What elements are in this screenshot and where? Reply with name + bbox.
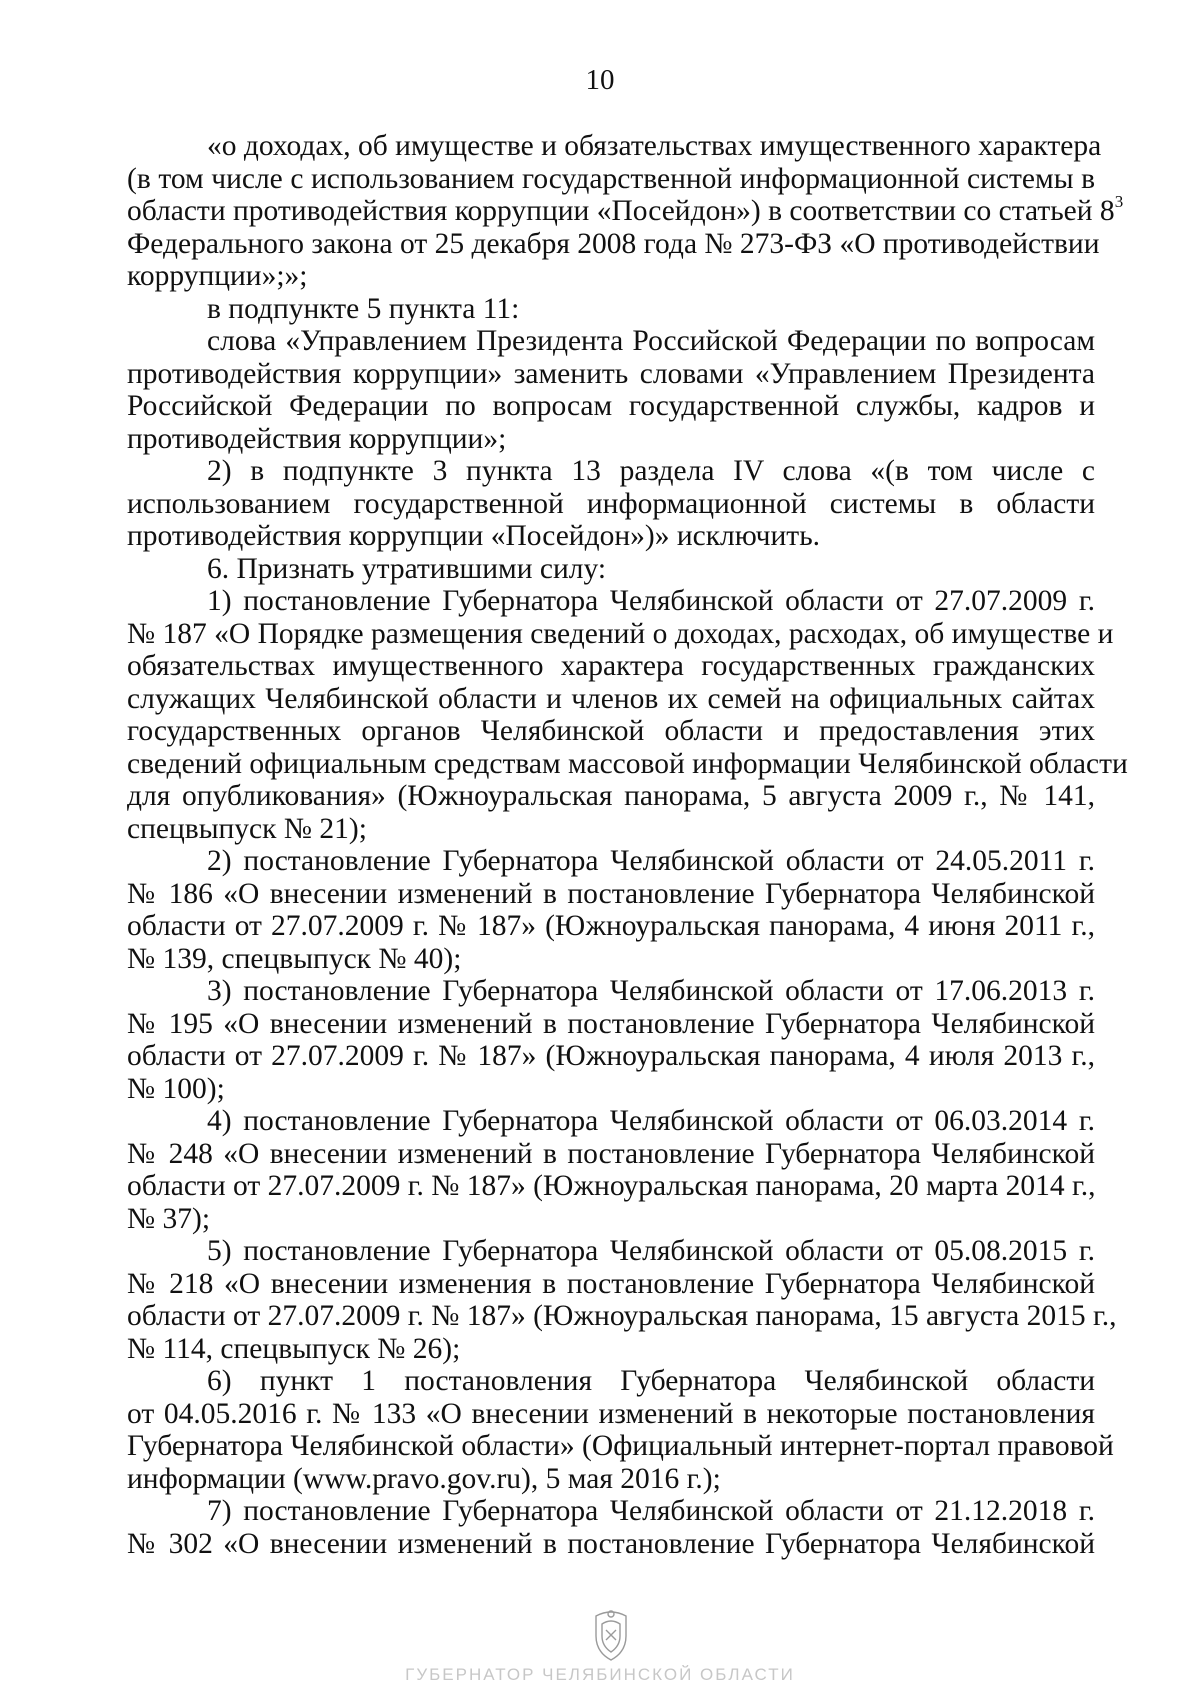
text-line — [127, 943, 1095, 976]
text-line — [127, 747, 1128, 781]
text-line-content: № 139, спецвыпуск № 40); — [127, 942, 462, 975]
text-line — [127, 1398, 1095, 1431]
text-line-content: 6. Признать утратившими силу: — [207, 552, 607, 585]
text-line — [127, 1300, 1117, 1333]
text-line — [127, 390, 1095, 423]
text-line — [127, 617, 1114, 651]
text-line-content: № 218 «О внесении изменения в постановление Губернатора Челябинской — [127, 1267, 1095, 1300]
text-line-content: 7) постановление Губернатора Челябинской области от 21.12.2018 г. — [207, 1495, 1095, 1527]
text-line — [127, 683, 1095, 716]
text-line — [127, 1235, 1095, 1268]
text-line-content: информации (www.pravo.gov.ru), 5 мая 2016 г.); — [127, 1462, 721, 1495]
superscript: 3 — [1114, 192, 1124, 212]
text-line-content: № 37); — [127, 1202, 211, 1235]
text-line — [127, 1463, 1095, 1496]
text-line-content: Федерального закона от 25 декабря 2008 года № 273-ФЗ «О противодействии — [127, 227, 1100, 260]
text-line — [127, 1138, 1095, 1171]
text-line-content: 6) пункт 1 постановления Губернатора Челябинской области — [207, 1365, 1095, 1397]
text-line-content: № 100); — [127, 1072, 225, 1105]
text-line-content: Губернатора Челябинской области» (Официальный интернет-портал правовой — [127, 1430, 1114, 1462]
text-line-content: спецвыпуск № 21); — [127, 812, 367, 845]
text-line-content: противодействия коррупции» заменить словами «Управлением Президента — [127, 357, 1095, 390]
text-line — [127, 845, 1095, 878]
text-line-content: № 248 «О внесении изменений в постановление Губернатора Челябинской — [127, 1137, 1095, 1170]
watermark-text: ГУБЕРНАТОР ЧЕЛЯБИНСКОЙ ОБЛАСТИ — [405, 1665, 795, 1684]
text-line — [127, 1495, 1095, 1528]
text-line-content: сведений официальным средствам массовой информации Челябинской области — [127, 747, 1128, 780]
text-line — [127, 455, 1095, 488]
text-line — [127, 293, 1095, 326]
text-line-content: «о доходах, об имуществе и обязательствах имущественного характера — [207, 130, 1102, 162]
text-line — [127, 192, 1124, 228]
text-line-content: № 187 «О Порядке размещения сведений о доходах, расходах, об имуществе и — [127, 617, 1114, 650]
page-number: 10 — [585, 64, 615, 96]
text-line — [127, 1073, 1095, 1106]
text-line-content: в подпункте 5 пункта 11: — [207, 292, 520, 325]
text-line-content: № 195 «О внесении изменений в постановление Губернатора Челябинской — [127, 1007, 1095, 1040]
text-line — [127, 325, 1095, 358]
text-line-content: служащих Челябинской области и членов их семей на официальных сайтах — [127, 682, 1095, 715]
text-line — [127, 358, 1095, 391]
text-line — [127, 1430, 1114, 1463]
text-line-content: (в том числе с использованием государственной информационной системы в — [127, 162, 1095, 195]
text-line-content: от 04.05.2016 г. № 133 «О внесении изменений в некоторые постановления — [127, 1397, 1095, 1430]
text-line — [127, 813, 1095, 846]
text-line — [127, 553, 1095, 586]
text-line — [127, 878, 1095, 911]
text-line-content: области от 27.07.2009 г. № 187» (Южноуральская панорама, 4 июля 2013 г., — [127, 1040, 1095, 1072]
text-line — [127, 1268, 1095, 1301]
text-line-content: государственных органов Челябинской области и предоставления этих — [127, 715, 1095, 747]
text-line — [127, 423, 1095, 456]
text-line-content: 2) в подпункте 3 пункта 13 раздела IV слова «(в том числе с — [207, 455, 1095, 487]
text-line — [127, 520, 1095, 553]
text-line — [127, 650, 1095, 683]
text-line — [127, 1528, 1095, 1561]
text-line — [127, 260, 1095, 293]
text-line — [127, 163, 1095, 196]
text-line — [127, 1040, 1095, 1073]
text-line — [127, 1170, 1095, 1203]
text-line-content: для опубликования» (Южноуральская панорама, 5 августа 2009 г., № 141, — [127, 780, 1095, 812]
text-line-content: противодействия коррупции»; — [127, 422, 507, 455]
text-line-content: № 186 «О внесении изменений в постановление Губернатора Челябинской — [127, 877, 1095, 910]
text-line — [127, 780, 1095, 813]
text-line-content: № 114, спецвыпуск № 26); — [127, 1332, 461, 1365]
text-line-content: использованием государственной информационной системы в области — [127, 487, 1095, 520]
text-line-content: области от 27.07.2009 г. № 187» (Южноуральская панорама, 20 марта 2014 г., — [127, 1170, 1096, 1202]
text-line — [127, 1203, 1095, 1236]
text-line-content: № 302 «О внесении изменений в постановление Губернатора Челябинской — [127, 1527, 1095, 1560]
text-line-content: коррупции»;»; — [127, 260, 308, 292]
text-line — [127, 130, 1102, 163]
text-line-content: области от 27.07.2009 г. № 187» (Южноуральская панорама, 15 августа 2015 г., — [127, 1300, 1117, 1332]
text-line-content: 4) постановление Губернатора Челябинской области от 06.03.2014 г. — [207, 1105, 1095, 1137]
document-body — [127, 130, 1128, 1560]
text-line-content: 2) постановление Губернатора Челябинской области от 24.05.2011 г. — [207, 845, 1095, 877]
text-line-content: слова «Управлением Президента Российской Федерации по вопросам — [207, 325, 1095, 357]
text-line — [127, 585, 1095, 618]
text-line — [127, 1365, 1095, 1398]
text-line-content: области от 27.07.2009 г. № 187» (Южноуральская панорама, 4 июня 2011 г., — [127, 910, 1095, 942]
coat-of-arms-seal-icon — [588, 1606, 634, 1664]
text-line-content: 1) постановление Губернатора Челябинской области от 27.07.2009 г. — [207, 585, 1095, 617]
text-line — [127, 1333, 1095, 1366]
text-line — [127, 715, 1095, 748]
text-line-content: Российской Федерации по вопросам государственной службы, кадров и — [127, 390, 1095, 422]
text-line — [127, 975, 1095, 1008]
text-line-content: обязательствах имущественного характера государственных гражданских — [127, 650, 1095, 682]
text-line — [127, 227, 1100, 261]
text-line — [127, 1105, 1095, 1138]
text-line-content: области противодействия коррупции «Посейдон») в соответствии со статьей 8 — [127, 195, 1115, 227]
text-line — [127, 488, 1095, 521]
text-line — [127, 910, 1095, 943]
text-line-content: противодействия коррупции «Посейдон»)» исключить. — [127, 520, 821, 552]
text-line-content: 3) постановление Губернатора Челябинской области от 17.06.2013 г. — [207, 975, 1095, 1007]
text-line — [127, 1008, 1095, 1041]
text-line-content: 5) постановление Губернатора Челябинской области от 05.08.2015 г. — [207, 1235, 1095, 1267]
